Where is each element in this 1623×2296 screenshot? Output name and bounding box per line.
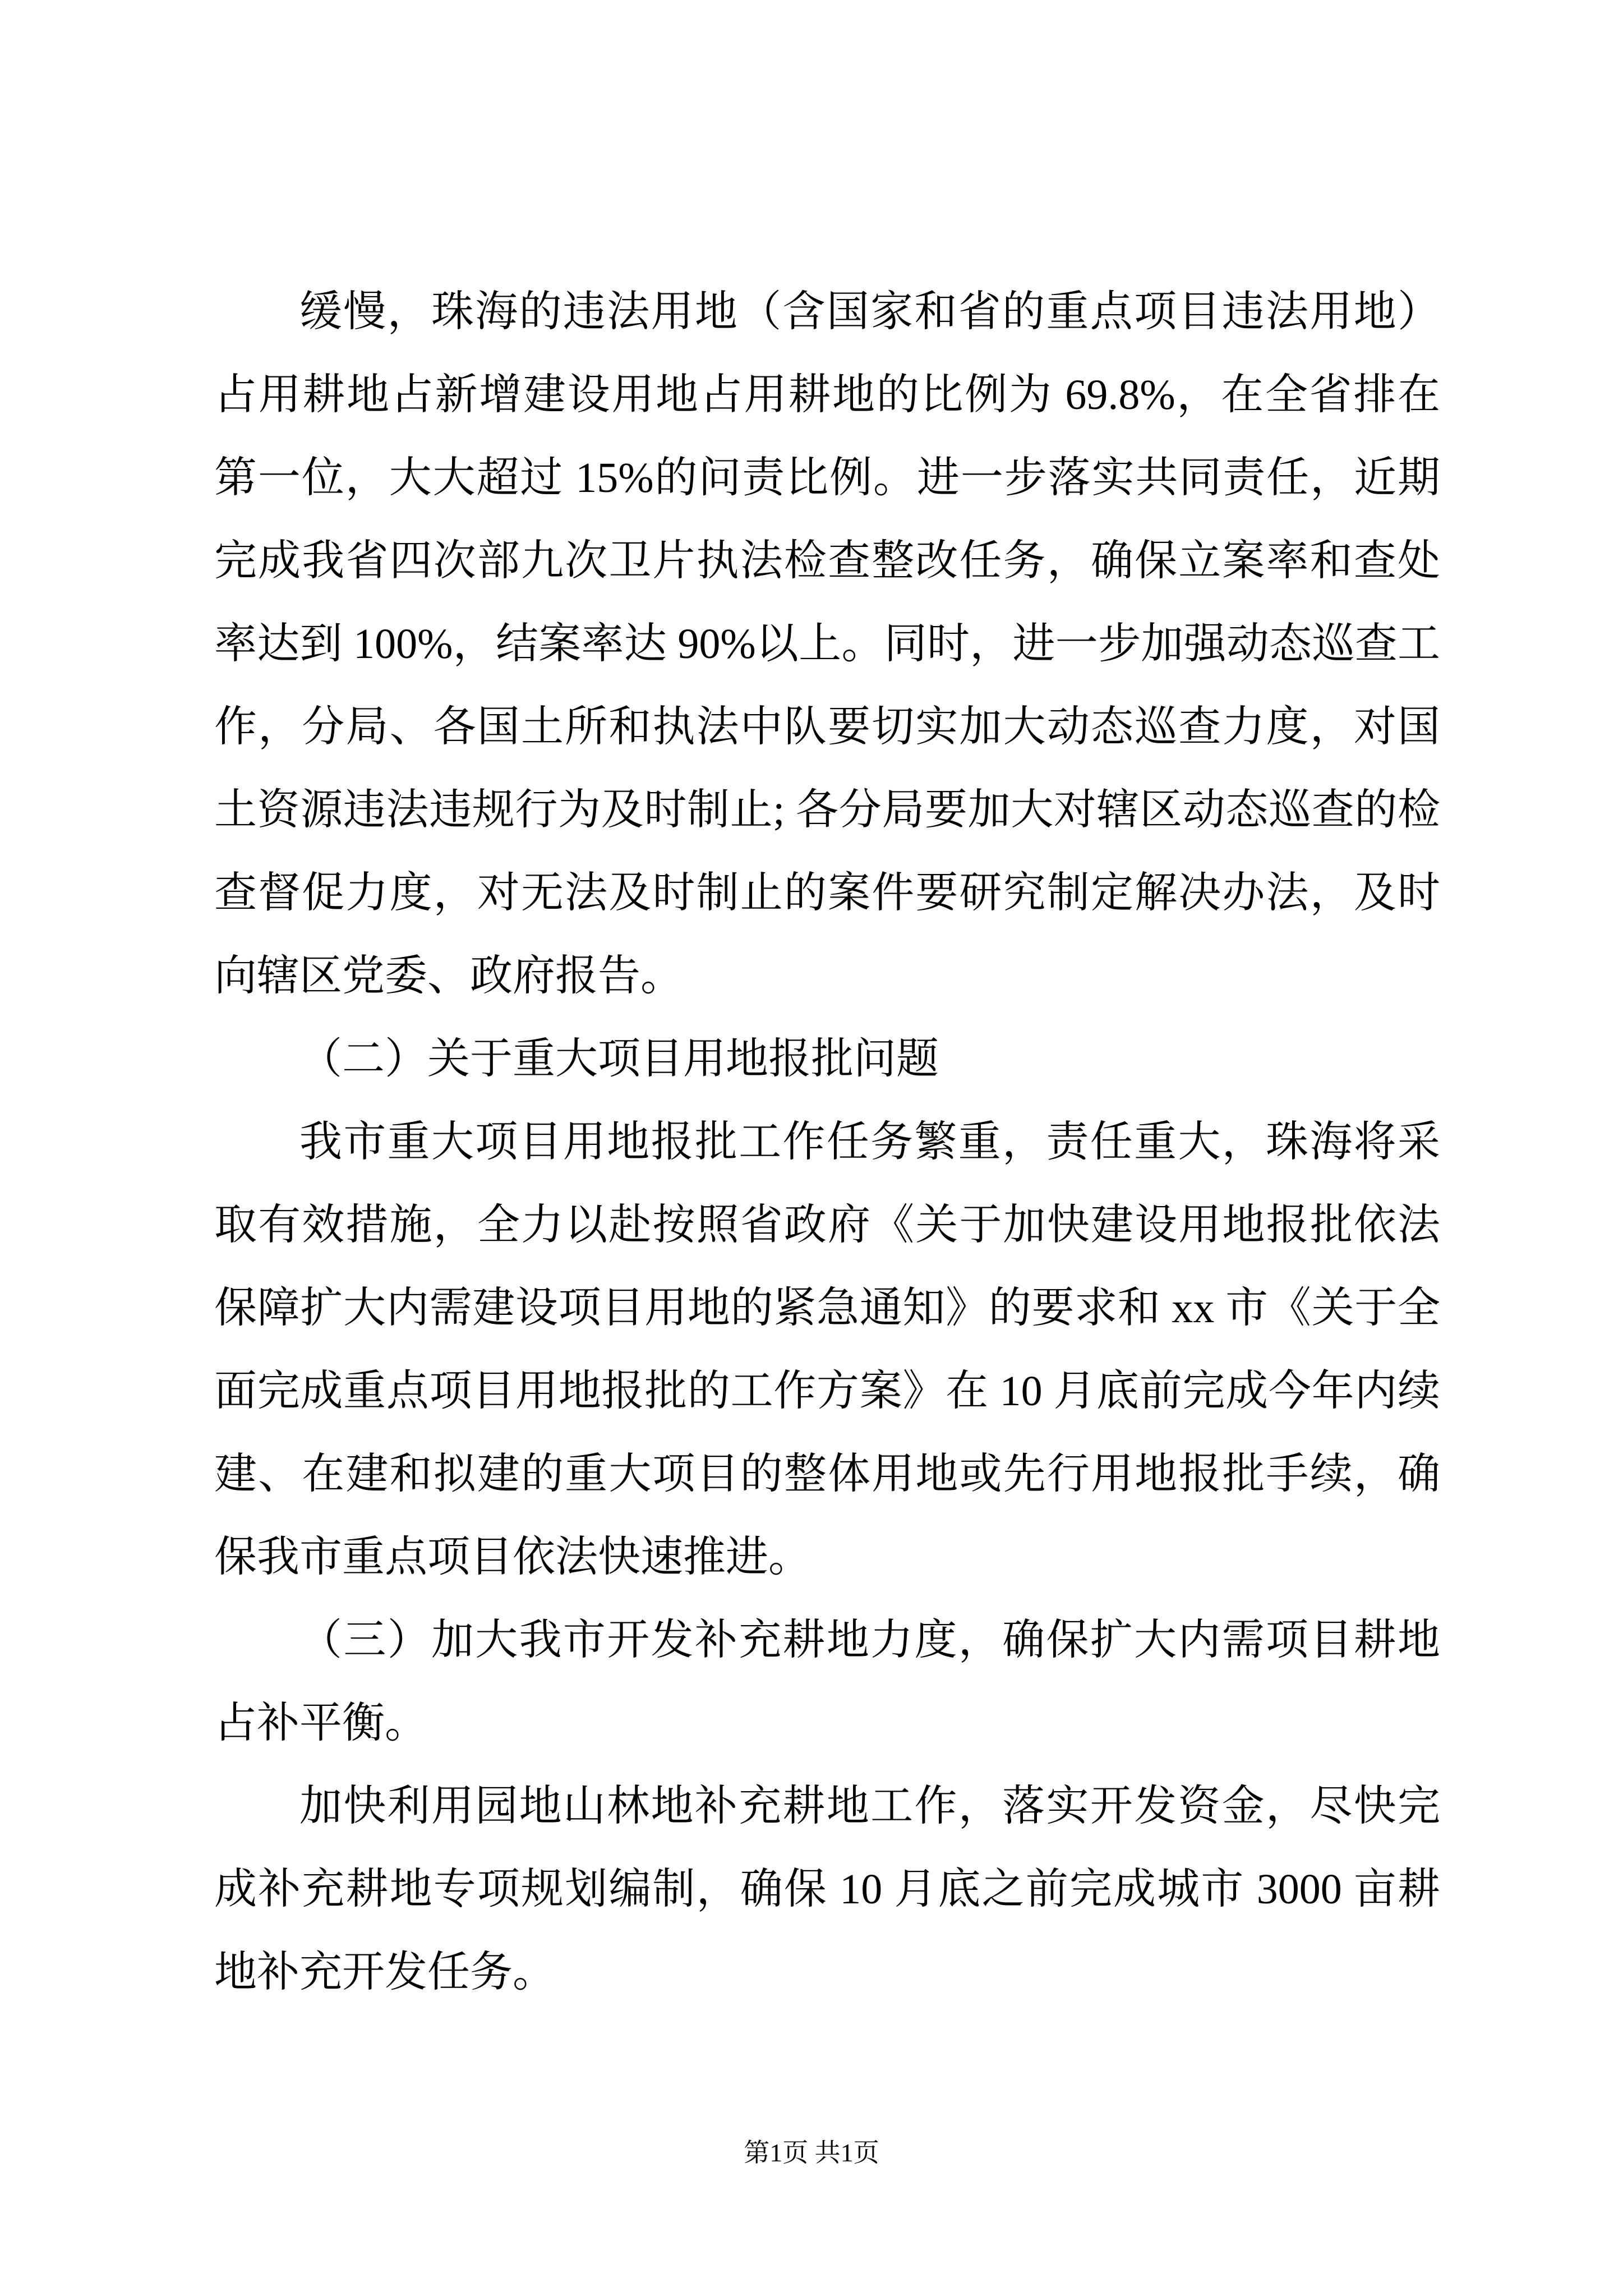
page-number-footer: 第1页 共1页 [744, 2138, 879, 2167]
paragraph: 我市重大项目用地报批工作任务繁重，责任重大，珠海将采取有效措施，全力以赴按照省政府《关于加快建设用地报批依法保障扩大内需建设项目用地的紧急通知》的要求和 xx 市《关于全面完成重点项目用地报批的工作方案》在 10 月底前完成今年内续建、在建和拟建的重大项目的整体用地或先行用地报批手续，确保我市重点项目依法快速推进。 [214, 1119, 1440, 1581]
paragraph: 缓慢，珠海的违法用地（含国家和省的重点项目违法用地）占用耕地占新增建设用地占用耕地的比例为 69.8%，在全省排在第一位，大大超过 15%的问责比例。进一步落实共同责任，近期完成我省四次部九次卫片执法检查整改任务，确保立案率和查处率达到 100%，结案率达 90%以上。同时，进一步加强动态巡查工作，分局、各国土所和执法中队要切实加大动态巡查力度，对国土资源违法违规行为及时制止; 各分局要加大对辖区动态巡查的检查督促力度，对无法及时制止的案件要研究制定解决办法，及时向辖区党委、政府报告。 [214, 288, 1440, 1000]
document-body [214, 270, 1440, 2014]
paragraph: 加快利用园地山林地补充耕地工作，落实开发资金，尽快完成补充耕地专项规划编制，确保 10 月底之前完成城市 3000 亩耕地补充开发任务。 [214, 1783, 1440, 1996]
section-heading: （二）关于重大项目用地报批问题 [299, 1036, 939, 1083]
section-heading: （三）加大我市开发补充耕地力度，确保扩大内需项目耕地占补平衡。 [214, 1617, 1440, 1747]
